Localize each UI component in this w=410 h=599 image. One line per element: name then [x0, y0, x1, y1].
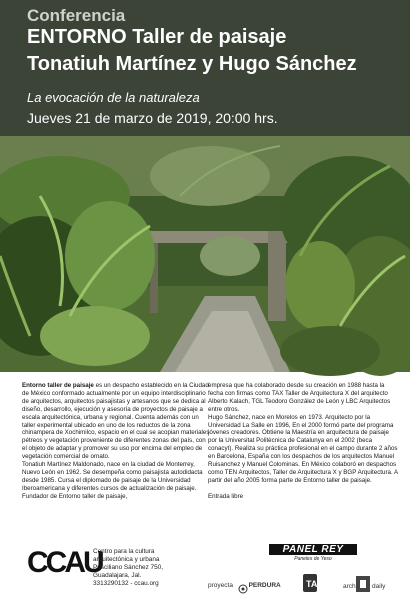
venue-address: Prisciliano Sánchez 750, — [93, 564, 163, 571]
proyecta-text: proyecta — [208, 582, 233, 589]
garden-photo — [0, 136, 410, 372]
venue-city: Guadalajara, Jal. — [93, 572, 142, 579]
venue-info — [93, 548, 203, 588]
header-band — [0, 0, 410, 136]
body-column-left — [22, 382, 212, 501]
panelrey-logo: PANEL REY — [269, 544, 357, 555]
panelrey-tagline: Paneles de Yeso — [294, 556, 332, 562]
svg-text:TA: TA — [306, 579, 318, 589]
daily-text: daily — [372, 583, 386, 590]
event-date: Jueves 21 de marzo de 2019, 20:00 hrs. — [27, 110, 278, 126]
right-paragraph-2: Hugo Sánchez, nace en Morelos en 1973. Arquitecto por la Universidad La Salle en 1996, En el 2000 formó parte del programa jóvenes creadores. Obtiene la Maestría en arquitectura de paisaje por la Universitat Politècnica de Catalunya en el 2002 (beca conacyt). Realiza su práctica profesional en el campo durante 2 años en Barcelona, España con los despachos de los arquitectos Manuel Ruisanchez y Manuel Colominas. En México colaboró en despachos como TEN Arquitectos, Taller de Arquitectura X y BGP Arquitectura. A partir del año 2005 forma parte de Entorno taller de paisaje. — [208, 413, 398, 484]
speakers-title: Tonatiuh Martínez y Hugo Sánchez — [27, 53, 357, 75]
event-type-label: Conferencia — [27, 6, 126, 25]
body-column-right — [208, 382, 398, 501]
ccau-logo — [27, 544, 102, 581]
event-title: ENTORNO Taller de paisaje — [27, 26, 287, 48]
archdaily-icon — [356, 576, 370, 597]
venue-contact: 3313290132 - ccau.org — [93, 580, 159, 587]
right-paragraph-1: empresa que ha colaborado desde su creación en 1988 hasta la fecha con firmas como TAX Taller de Arquitectura X del arquitecto Alberto Kalach, TGL Teodoro González de León y LBC Arquitectos entre otros. — [208, 382, 391, 413]
footer — [0, 530, 410, 590]
left-paragraph-1 — [22, 382, 212, 461]
left-paragraph-1-text: es un despacho establecido en la Ciudad de México conformado actualmente por un equipo interdisciplinario de arquitectos, arquitectos paisajistas y artesanos que se dedica al diseño, desarrollo, ejecución y asesoría de proyectos de paisaje a escala arquitectónica, urbana y regional. Cuenta además con un taller experimental ubicado en uno de los reductos de la zona chinampera de Xochimilco, espacio en el cual se acopian materiales pétreos y vegetación proveniente de diferentes zonas del país, con el objeto de adaptar y promover su uso por encima del empleo de vegetación comercial de ornato. — [22, 382, 210, 461]
lead-text: Entorno taller de paisaje — [22, 382, 94, 389]
admission-note: Entrada libre — [208, 492, 244, 500]
venue-line-1: Centro para la cultura — [93, 548, 155, 555]
arch-text: arch — [343, 583, 356, 590]
venue-line-2: arquitectónica y urbana — [93, 556, 160, 563]
perdura-text: PERDURA — [248, 582, 281, 589]
left-paragraph-2: Tonatiuh Martínez Maldonado, nace en la ciudad de Monterrey, Nuevo León en 1962. Se desempeña como paisajista autodidacta desde 1985. Cursa el diplomado de paisaje de la Universidad Iberoamericana y diferentes cursos de actualización de paisaje. Fundador de Entorno taller de paisaje, — [22, 461, 203, 500]
event-subtitle: La evocación de la naturaleza — [27, 90, 200, 105]
ta-logo-icon — [303, 574, 317, 597]
svg-text:CCAU: CCAU — [27, 546, 102, 579]
perdura-icon — [238, 581, 248, 599]
